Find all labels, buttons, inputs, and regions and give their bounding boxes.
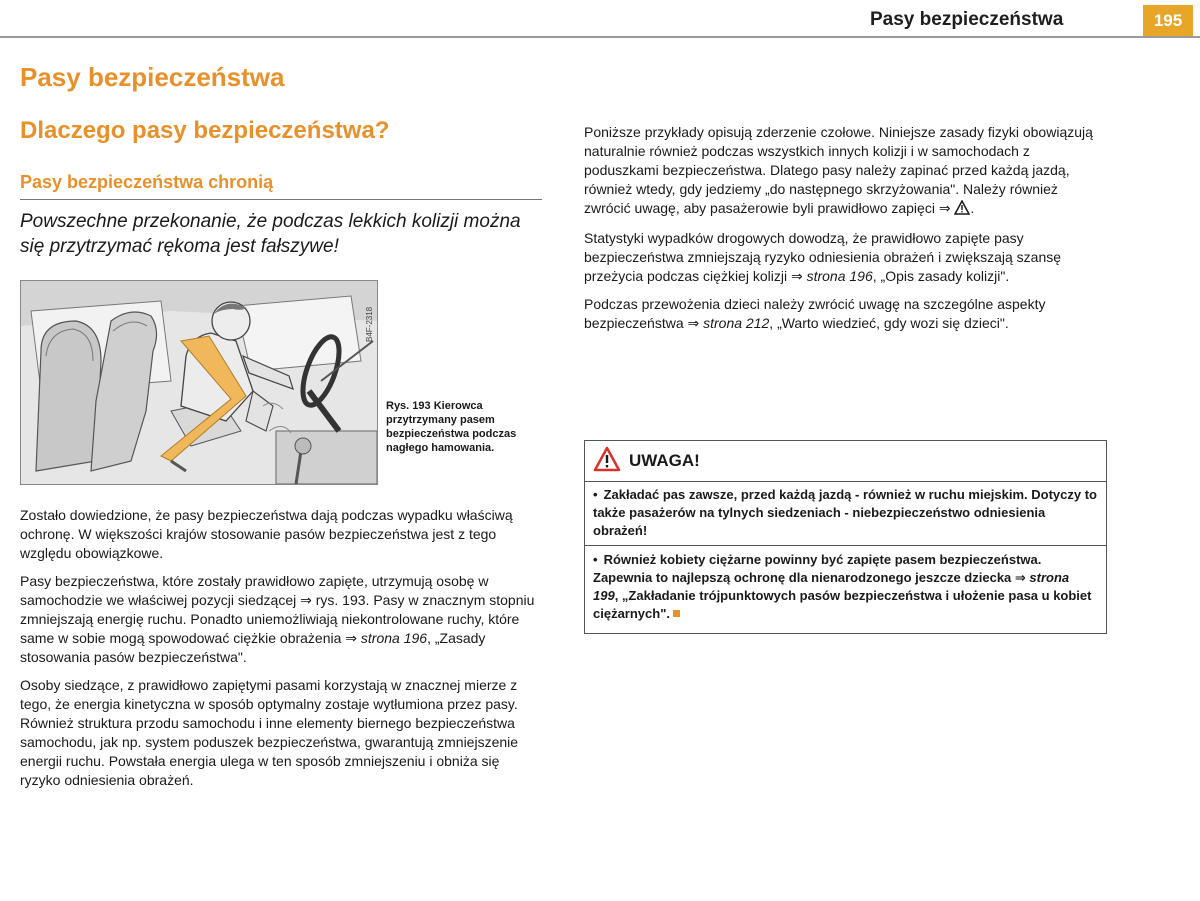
driver-belt-illustration [21, 281, 377, 484]
left-column [20, 506, 542, 799]
header-rule [0, 36, 1200, 38]
end-mark-icon [673, 610, 680, 617]
warning-item: • Również kobiety ciężarne powinny być zapięte pasem bezpieczeństwa. Zapewnia to najlepszą ochronę dla nienarodzonego jeszcze dziecka ⇒ strona 199, „Zakładanie trójpunktowych pasów bezpieczeństwa i ułożenie pasa u kobiet ciężarnych". [593, 552, 1092, 621]
subsection-rule [20, 199, 542, 200]
lead-statement: Powszechne przekonanie, że podczas lekkich kolizji można się przytrzymać rękoma jest fałszywe! [20, 211, 521, 257]
figure-caption: Rys. 193 Kierowca przytrzymany pasem bezpieczeństwa podczas nagłego hamowania. [386, 400, 517, 454]
figure-code: B4F-2318 [365, 306, 374, 342]
page-reference: strona 199 [593, 570, 1070, 603]
page-number: 195 [1143, 5, 1193, 36]
subsection-title: Pasy bezpieczeństwa chronią [20, 172, 274, 192]
warning-triangle-icon [593, 446, 621, 477]
warning-label: UWAGA! [629, 451, 700, 470]
page-reference: strona 212 [703, 315, 770, 331]
warning-body [585, 482, 1106, 623]
left-paragraph: Osoby siedzące, z prawidłowo zapiętymi pasami korzystają w znacznej mierze z tego, że energia kinetyczna w sposób optymalny zostaje wytłumiona przez pasy. Również struktura przodu samochodu i inne elementy biernego bezpieczeństwa samochodu, jak np. system poduszek bezpieczeństwa, gwarantują zmniejszenie energii ruchu. Powstała energia ulega w ten sposób zmniejszeniu i obniża się ryzyko odniesienia obrażeń. [20, 677, 519, 788]
warning-header [585, 441, 1106, 482]
warning-triangle-icon [954, 200, 970, 220]
bullet: • [593, 487, 598, 502]
page-title: Pasy bezpieczeństwa [20, 62, 285, 92]
right-paragraph: Podczas przewożenia dzieci należy zwrócić uwagę na szczególne aspekty bezpieczeństwa ⇒ strona 212, „Warto wiedzieć, gdy wozi się dzieci". [584, 296, 1046, 331]
page-reference: strona 196 [360, 630, 428, 646]
left-paragraph: Pasy bezpieczeństwa, które zostały prawidłowo zapięte, utrzymują osobę w samochodzie we właściwej pozycji siedzącej ⇒ rys. 193. Pasy w znacznym stopniu zmniejszają energię ruchu. Ponadto uniemożliwiają niekontrolowane ruchy, które same w sobie mogą spowodować ciężkie obrażenia ⇒ strona 196, „Zasady stosowania pasów bezpieczeństwa". [20, 573, 535, 665]
left-paragraph: Zostało dowiedzione, że pasy bezpieczeństwa dają podczas wypadku właściwą ochronę. W większości krajów stosowanie pasów bezpieczeństwa jest z tego względu obowiązkowe. [20, 507, 513, 561]
right-paragraph: Statystyki wypadków drogowych dowodzą, że prawidłowo zapięte pasy bezpieczeństwa zmniejszają ryzyko odniesienia obrażeń i zwiększają szansę przeżycia podczas ciężkiej kolizji ⇒ strona 196, „Opis zasady kolizji". [584, 230, 1062, 284]
warning-box [584, 440, 1107, 634]
bullet: • [593, 552, 598, 567]
right-paragraph: Poniższe przykłady opisują zderzenie czołowe. Niniejsze zasady fizyki obowiązują naturalnie również podczas wszystkich innych kolizji i w samochodach z poduszkami bezpieczeństwa. Dlatego pasy należy zapinać przed każdą jazdą, również wtedy, gdy jedziemy „do następnego skrzyżowania". Należy również zwrócić uwagę, aby pasażerowie byli prawidłowo zapięci ⇒ . [584, 123, 1105, 220]
section-title: Dlaczego pasy bezpieczeństwa? [20, 117, 390, 144]
warning-item: • Zakładać pas zawsze, przed każdą jazdą - również w ruchu miejskim. Dotyczy to także pasażerów na tylnych siedzeniach - niebezpieczeństwo odniesienia obrażeń! [585, 486, 1106, 546]
right-column [584, 123, 1105, 342]
page-reference: strona 196 [806, 268, 873, 284]
figure-driver-belt [20, 280, 378, 485]
running-title: Pasy bezpieczeństwa [870, 9, 1064, 30]
